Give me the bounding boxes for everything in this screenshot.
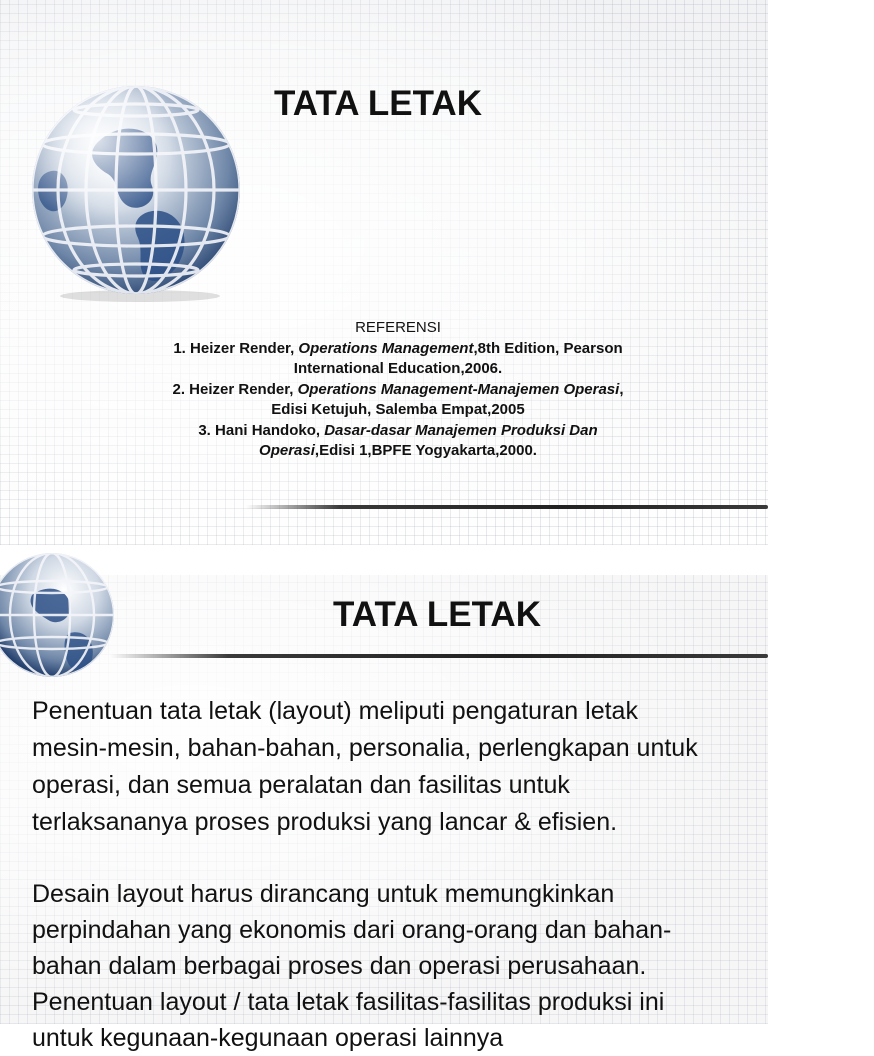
ref1-title: Operations Management (298, 339, 474, 357)
ref2-comma: , (619, 380, 624, 398)
paragraph-line: Desain layout harus dirancang untuk memungkinkan (32, 880, 615, 908)
ref3-title: Dasar-dasar Manajemen Produksi Dan (324, 421, 598, 439)
reference-item-2 (118, 380, 678, 401)
paragraph-line: bahan dalam berbagai proses dan operasi perusahaan. (32, 952, 647, 980)
reference-item-1 (118, 339, 678, 360)
ref3-author: 3. Hani Handoko, (198, 421, 325, 439)
slide-2 (0, 575, 768, 1052)
paragraph-line: perpindahan yang ekonomis dari orang-orang dan bahan- (32, 916, 672, 944)
paragraph-line: mesin-mesin, bahan-bahan, personalia, perlengkapan untuk (32, 734, 698, 762)
paragraph-line: Penentuan layout / tata letak fasilitas-fasilitas produksi ini (32, 988, 665, 1016)
ref1-edition: ,8th Edition, Pearson (473, 339, 623, 357)
divider-line (246, 505, 768, 509)
ref3-publisher: ,Edisi 1,BPFE Yogyakarta,2000. (314, 442, 537, 459)
ref3-title-cont: Operasi (259, 442, 315, 459)
body-text (32, 693, 752, 1056)
reference-item-3 (118, 421, 678, 442)
paragraph-1 (32, 693, 752, 841)
ref1-publisher: International Education,2006. (293, 360, 503, 377)
ref2-publisher: Edisi Ketujuh, Salemba Empat,2005 (271, 401, 525, 418)
paragraph-line: untuk kegunaan-kegunaan operasi lainnya (32, 1024, 504, 1052)
slide-1 (0, 0, 768, 545)
ref1-author: 1. Heizer Render, (173, 339, 299, 357)
paragraph-line: Penentuan tata letak (layout) meliputi pengaturan letak (32, 697, 638, 725)
references-block (118, 318, 678, 462)
reference-item-3-cont (118, 441, 678, 462)
divider-line (110, 654, 768, 658)
paragraph-line: terlaksananya proses produksi yang lancar & efisien. (32, 808, 618, 836)
ref2-title: Operations Management-Manajemen Operasi (297, 380, 620, 398)
paragraph-2 (32, 876, 752, 1056)
references-heading: REFERENSI (355, 319, 441, 336)
slide-title: TATA LETAK (273, 84, 482, 123)
ref2-author: 2. Heizer Render, (172, 380, 298, 398)
paragraph-line: operasi, dan semua peralatan dan fasilitas untuk (32, 771, 570, 799)
slide-title: TATA LETAK (332, 595, 541, 634)
